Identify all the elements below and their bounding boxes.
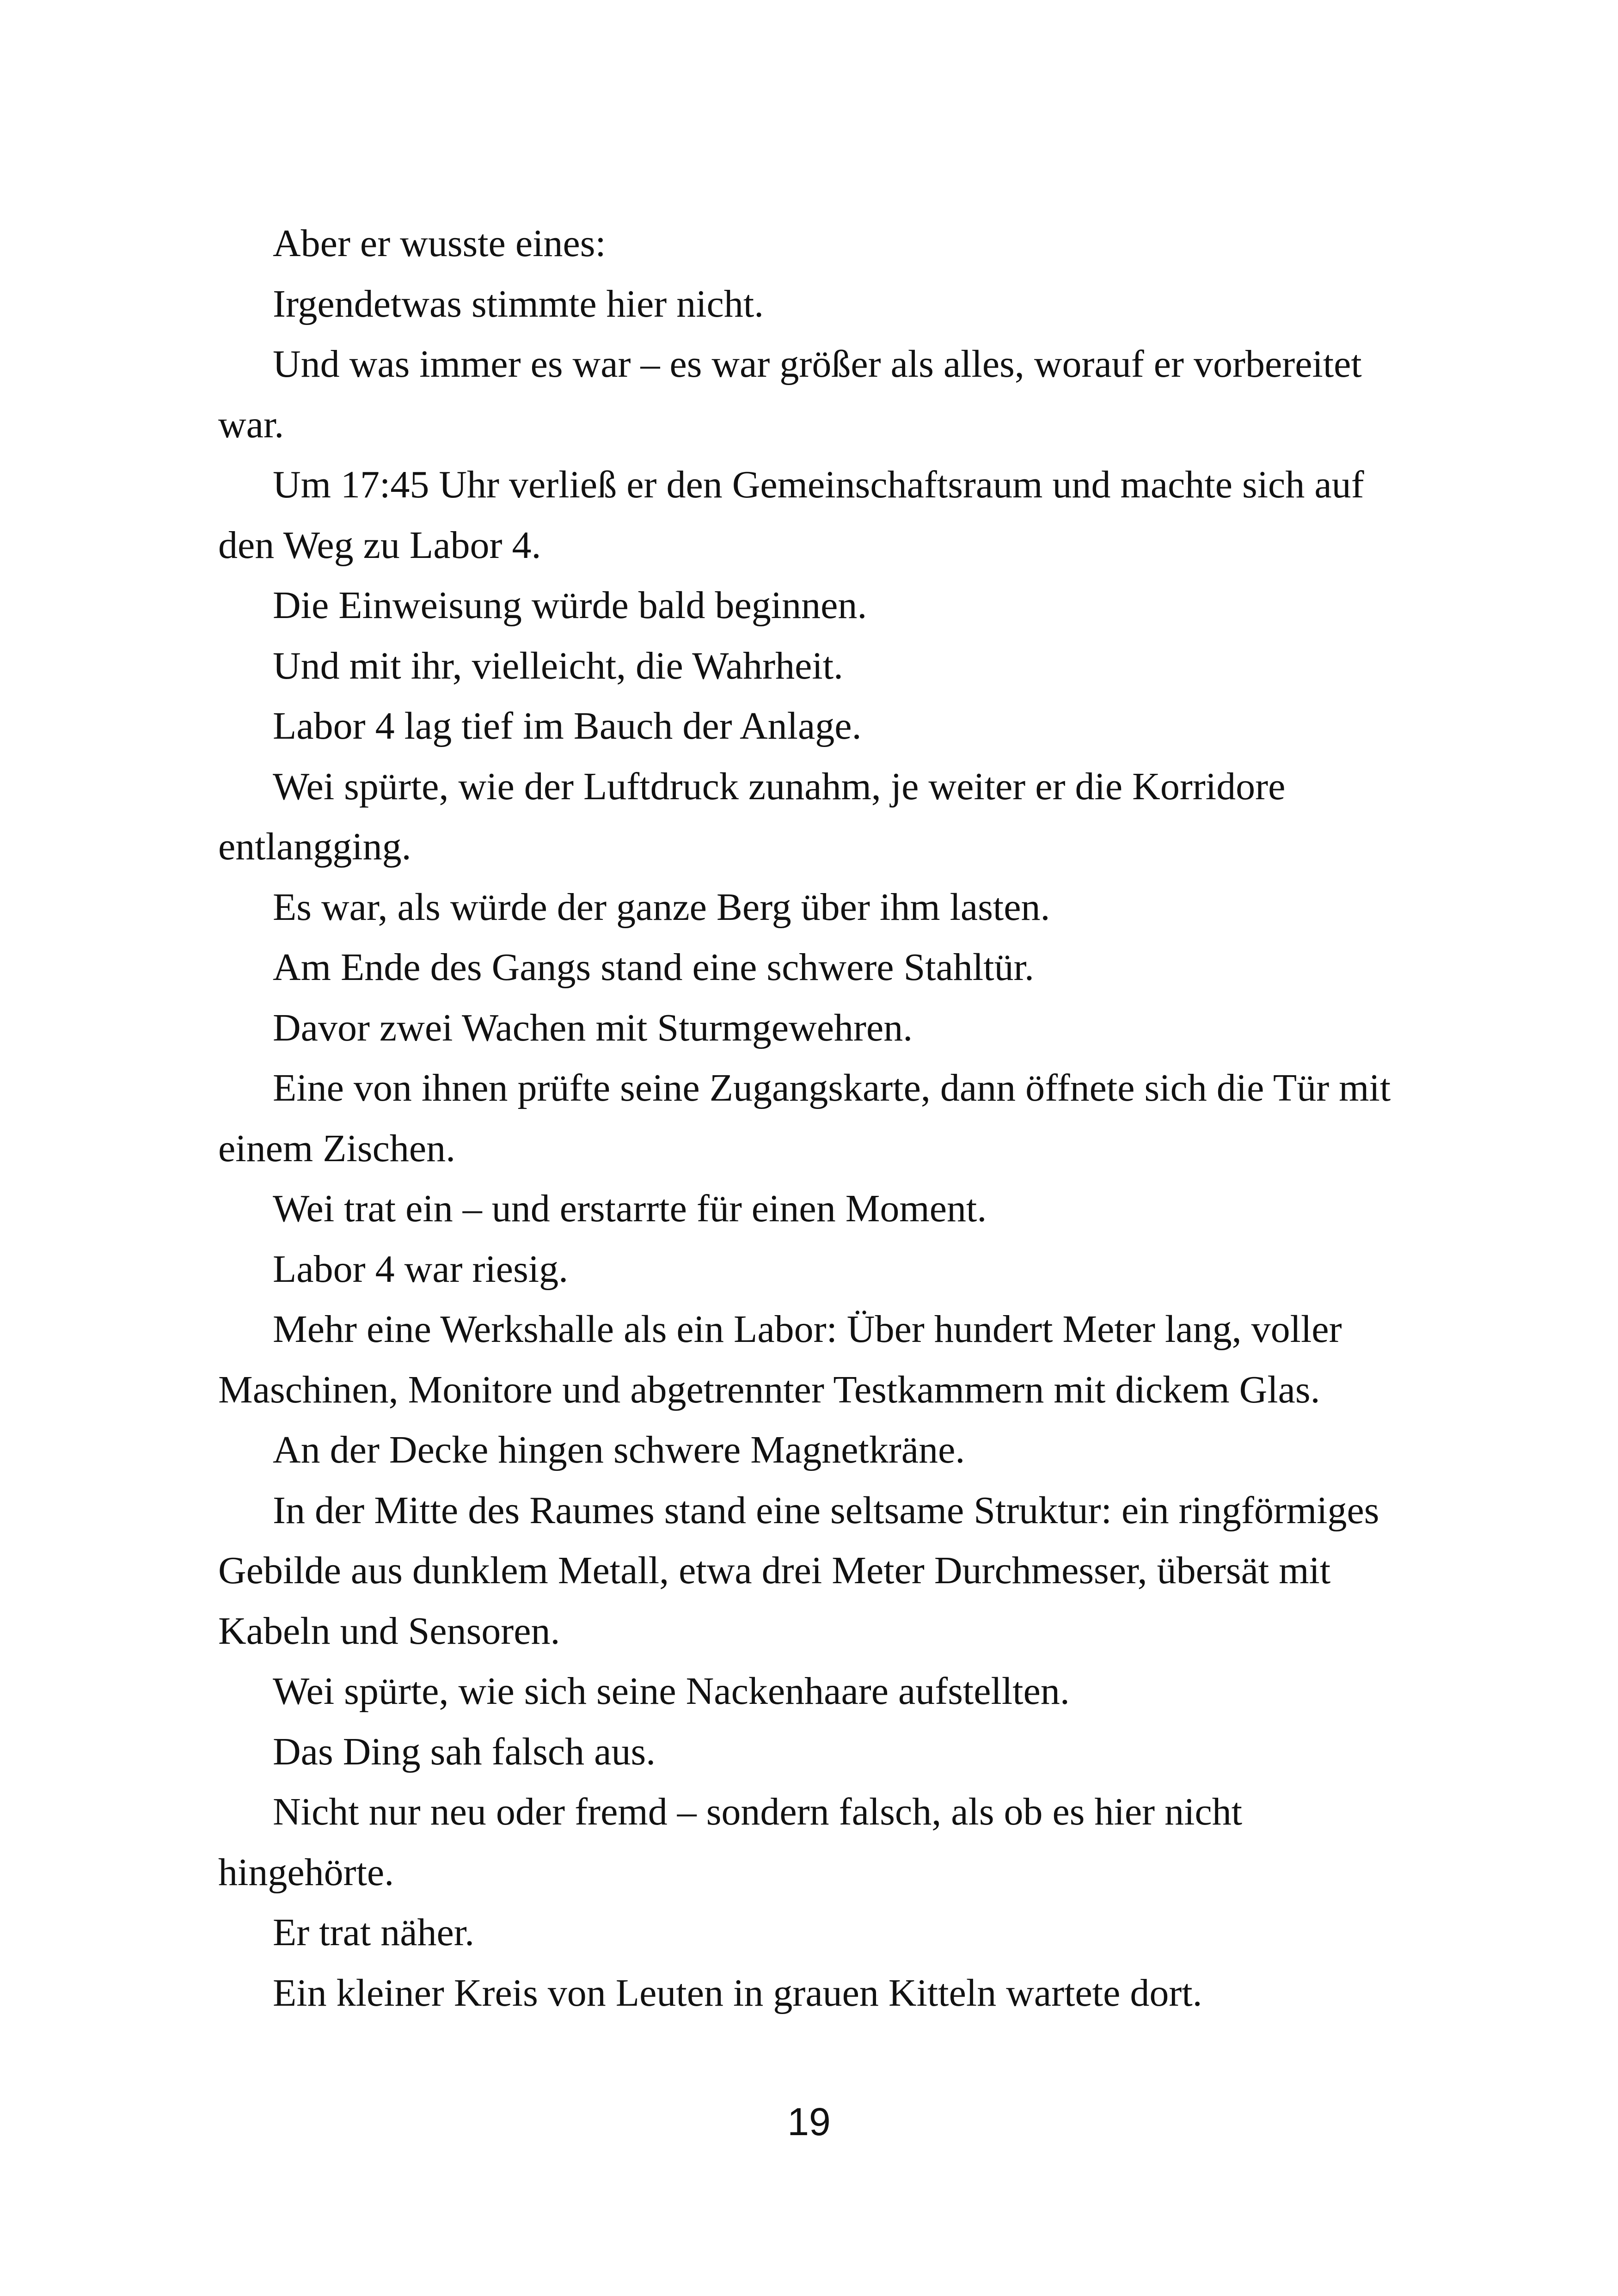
paragraph: Und was immer es war – es war größer als alles, worauf er vorbereitet war. — [218, 343, 1362, 446]
paragraph: Labor 4 lag tief im Bauch der Anlage. — [273, 704, 862, 747]
paragraph: An der Decke hingen schwere Magnetkräne. — [273, 1428, 965, 1471]
paragraph: Es war, als würde der ganze Berg über ihm lasten. — [273, 885, 1050, 929]
paragraph: Nicht nur neu oder fremd – sondern falsch, als ob es hier nicht hingehörte. — [218, 1790, 1243, 1894]
paragraph: Ein kleiner Kreis von Leuten in grauen Kitteln wartete dort. — [273, 1971, 1202, 2014]
paragraph: Labor 4 war riesig. — [273, 1247, 569, 1291]
paragraph: Wei trat ein – und erstarrte für einen Moment. — [273, 1187, 987, 1230]
paragraph: In der Mitte des Raumes stand eine seltsame Struktur: ein ringförmiges Gebilde aus dunklem Metall, etwa drei Meter Durchmesser, übersät mit Kabeln und Sensoren. — [218, 1488, 1379, 1653]
paragraph: Um 17:45 Uhr verließ er den Gemeinschaftsraum und machte sich auf den Weg zu Labor 4. — [218, 463, 1364, 567]
paragraph: Eine von ihnen prüfte seine Zugangskarte, dann öffnete sich die Tür mit einem Zischen. — [218, 1066, 1391, 1170]
paragraph: Die Einweisung würde bald beginnen. — [273, 584, 867, 627]
paragraph: Er trat näher. — [273, 1911, 475, 1954]
paragraph: Das Ding sah falsch aus. — [273, 1730, 656, 1773]
paragraph: Irgendetwas stimmte hier nicht. — [273, 282, 764, 325]
paragraph: Wei spürte, wie sich seine Nackenhaare aufstellten. — [273, 1670, 1070, 1713]
paragraph: Davor zwei Wachen mit Sturmgewehren. — [273, 1006, 913, 1049]
paragraph: Wei spürte, wie der Luftdruck zunahm, je weiter er die Korridore entlangging. — [218, 765, 1286, 868]
page-number: 19 — [787, 2100, 831, 2143]
paragraph: Und mit ihr, vielleicht, die Wahrheit. — [273, 644, 844, 687]
paragraph: Mehr eine Werkshalle als ein Labor: Über hundert Meter lang, voller Maschinen, Monitore und abgetrennter Testkammern mit dickem Glas. — [218, 1308, 1342, 1411]
paragraph: Am Ende des Gangs stand eine schwere Stahltür. — [273, 946, 1034, 989]
paragraph: Aber er wusste eines: — [273, 222, 606, 265]
body-text — [218, 214, 1402, 2023]
